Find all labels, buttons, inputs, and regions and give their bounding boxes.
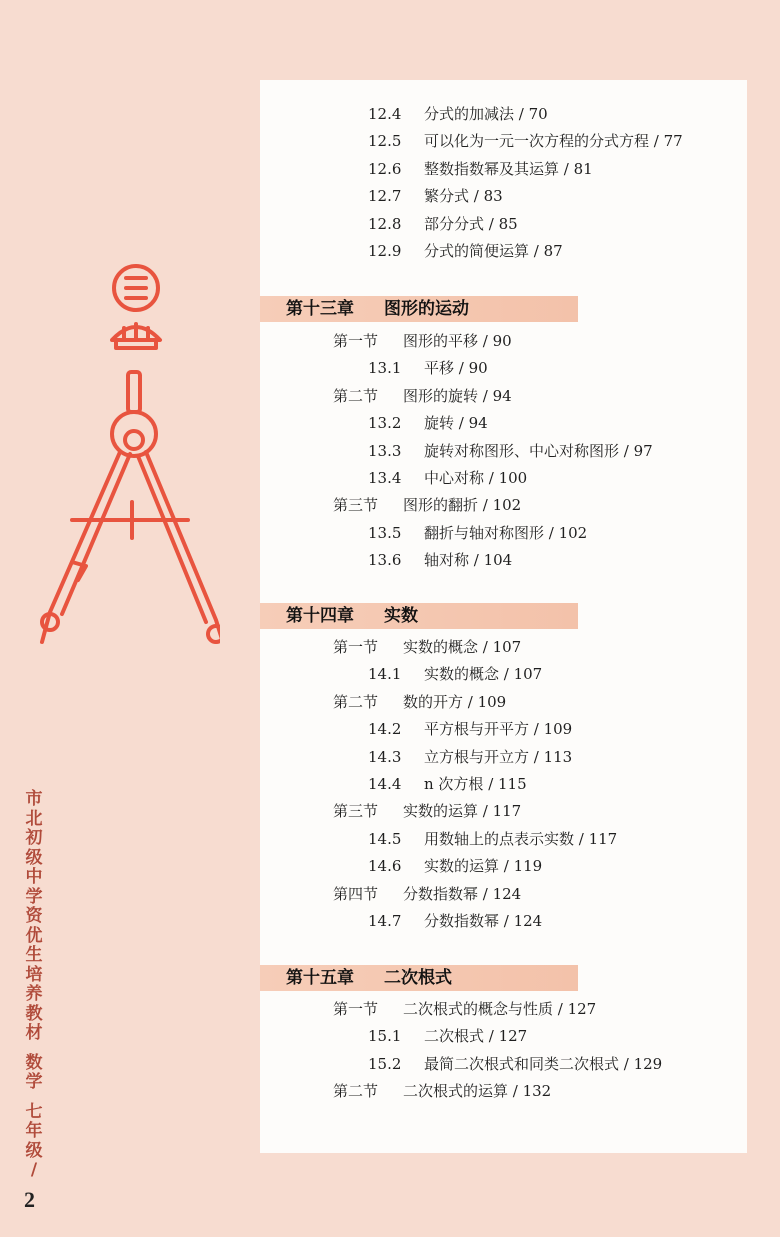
toc-item — [368, 241, 563, 261]
drawing-compass-icon — [20, 262, 220, 682]
toc-item — [368, 358, 488, 378]
side-title-char: 材 — [25, 1023, 43, 1043]
section-name: 第二节 — [333, 692, 379, 711]
entry-text: 二次根式的运算 / 132 — [403, 1082, 552, 1101]
item-number: 14.5 — [368, 829, 402, 848]
item-number: 14.2 — [368, 720, 402, 739]
entry-text: 平移 / 90 — [424, 359, 488, 378]
entry-text: 最简二次根式和同类二次根式 / 129 — [424, 1054, 663, 1073]
side-title-char: 中 — [25, 867, 43, 887]
chapter14-label: 第十四章 — [286, 606, 354, 626]
chapter13-heading — [260, 296, 578, 322]
item-number: 13.6 — [368, 551, 402, 570]
page-number: 2 — [24, 1187, 35, 1212]
toc-item — [368, 856, 542, 876]
toc-item — [368, 468, 527, 488]
entry-text: 数的开方 / 109 — [403, 692, 507, 711]
item-number: 12.8 — [368, 214, 402, 233]
entry-text: 翻折与轴对称图形 / 102 — [424, 523, 588, 542]
section-name: 第四节 — [333, 884, 379, 903]
item-number: 12.7 — [368, 187, 402, 206]
toc-item — [368, 159, 593, 179]
side-title-char: 培 — [25, 964, 43, 985]
toc-item — [368, 1026, 527, 1046]
section-name: 第二节 — [333, 1082, 379, 1101]
side-title-char: 养 — [25, 984, 43, 1004]
entry-text: 分数指数幂 / 124 — [403, 884, 522, 903]
side-title-char: 级 — [25, 847, 43, 868]
entry-text: 分式的加减法 / 70 — [424, 105, 548, 123]
side-title-char: 学 — [25, 886, 43, 907]
side-title-char: 市 — [25, 789, 43, 809]
entry-text: 轴对称 / 104 — [424, 551, 513, 570]
chapter14-title: 实数 — [384, 606, 418, 626]
entry-text: 实数的概念 / 107 — [403, 638, 522, 656]
side-title-char: 生 — [25, 945, 43, 965]
side-title-char — [23, 1044, 45, 1054]
section-name: 第一节 — [333, 638, 379, 656]
toc-section — [333, 801, 521, 821]
side-title-char: 教 — [25, 1003, 43, 1024]
toc-item — [368, 550, 512, 570]
toc-item — [368, 829, 617, 849]
section-name: 第一节 — [333, 1000, 379, 1018]
section-name: 第二节 — [333, 386, 379, 405]
section-name: 第一节 — [333, 332, 379, 350]
toc-item — [368, 719, 572, 739]
item-number: 14.6 — [368, 857, 402, 876]
chapter13-title: 图形的运动 — [384, 299, 469, 319]
item-number: 15.2 — [368, 1054, 402, 1073]
entry-text: 整数指数幂及其运算 / 81 — [424, 159, 593, 178]
toc-section — [333, 1081, 551, 1101]
toc-section — [333, 999, 596, 1019]
item-number: 14.4 — [368, 775, 402, 793]
item-number: 13.4 — [368, 469, 402, 487]
entry-text: 实数的运算 / 117 — [403, 802, 522, 821]
toc-item — [368, 523, 587, 543]
item-number: 12.5 — [368, 132, 402, 151]
chapter14-heading — [260, 603, 578, 629]
entry-text: 中心对称 / 100 — [424, 469, 528, 487]
item-number: 13.3 — [368, 441, 402, 460]
item-number: 12.4 — [368, 105, 402, 123]
book-series-title — [23, 790, 45, 1181]
entry-text: 平方根与开平方 / 109 — [424, 720, 573, 739]
toc-item — [368, 664, 542, 684]
side-title-char: 学 — [25, 1072, 43, 1092]
side-title-char: 初 — [25, 828, 43, 848]
item-number: 14.3 — [368, 747, 402, 766]
side-title-char — [23, 1093, 45, 1103]
item-number: 13.5 — [368, 523, 402, 542]
chapter13-label: 第十三章 — [286, 299, 354, 319]
item-number: 14.1 — [368, 665, 402, 684]
side-title-char: 数 — [25, 1052, 43, 1073]
chapter15-label: 第十五章 — [286, 968, 354, 988]
toc-section — [333, 495, 521, 515]
entry-text: 用数轴上的点表示实数 / 117 — [424, 829, 618, 848]
entry-text: 可以化为一元一次方程的分式方程 / 77 — [424, 132, 683, 151]
entry-text: 二次根式的概念与性质 / 127 — [403, 1000, 597, 1018]
side-title-char: 资 — [25, 906, 43, 926]
side-title-char: 北 — [25, 808, 43, 829]
entry-text: 繁分式 / 83 — [424, 187, 503, 206]
chapter15-title: 二次根式 — [384, 968, 452, 988]
entry-text: 二次根式 / 127 — [424, 1027, 528, 1046]
entry-text: 实数的概念 / 107 — [424, 665, 543, 684]
entry-text: 实数的运算 / 119 — [424, 857, 543, 876]
entry-text: 图形的翻折 / 102 — [403, 496, 522, 515]
side-title-char: 优 — [25, 925, 43, 946]
item-number: 14.7 — [368, 912, 402, 930]
toc-item — [368, 747, 572, 767]
item-number: 13.2 — [368, 414, 402, 433]
side-title-char: 七 — [25, 1101, 43, 1122]
entry-text: 分数指数幂 / 124 — [424, 912, 543, 930]
entry-text: 立方根与开立方 / 113 — [424, 747, 573, 766]
toc-item — [368, 104, 548, 124]
side-title-char: 级 — [25, 1140, 43, 1161]
side-title-char: 年 — [25, 1121, 43, 1141]
section-name: 第三节 — [333, 802, 379, 821]
chapter15-heading — [260, 965, 578, 991]
item-number: 13.1 — [368, 359, 402, 378]
toc-item — [368, 186, 503, 206]
toc-section — [333, 884, 521, 904]
toc-item — [368, 131, 683, 151]
section-name: 第三节 — [333, 496, 379, 515]
toc-item — [368, 774, 527, 794]
toc-section — [333, 692, 506, 712]
side-title-char: / — [30, 1160, 38, 1180]
entry-text: 图形的旋转 / 94 — [403, 386, 512, 405]
toc-item — [368, 1054, 662, 1074]
toc-item — [368, 441, 653, 461]
entry-text: 旋转对称图形、中心对称图形 / 97 — [424, 441, 653, 460]
toc-section — [333, 331, 512, 351]
entry-text: 分式的简便运算 / 87 — [424, 242, 563, 260]
entry-text: 部分分式 / 85 — [424, 214, 518, 233]
toc-item — [368, 214, 518, 234]
item-number: 15.1 — [368, 1027, 402, 1046]
toc-item — [368, 413, 488, 433]
entry-text: 图形的平移 / 90 — [403, 332, 512, 350]
entry-text: n 次方根 / 115 — [424, 775, 527, 793]
entry-text: 旋转 / 94 — [424, 414, 488, 433]
item-number: 12.6 — [368, 159, 402, 178]
toc-section — [333, 637, 521, 657]
toc-section — [333, 386, 512, 406]
item-number: 12.9 — [368, 242, 402, 260]
toc-item — [368, 911, 542, 931]
